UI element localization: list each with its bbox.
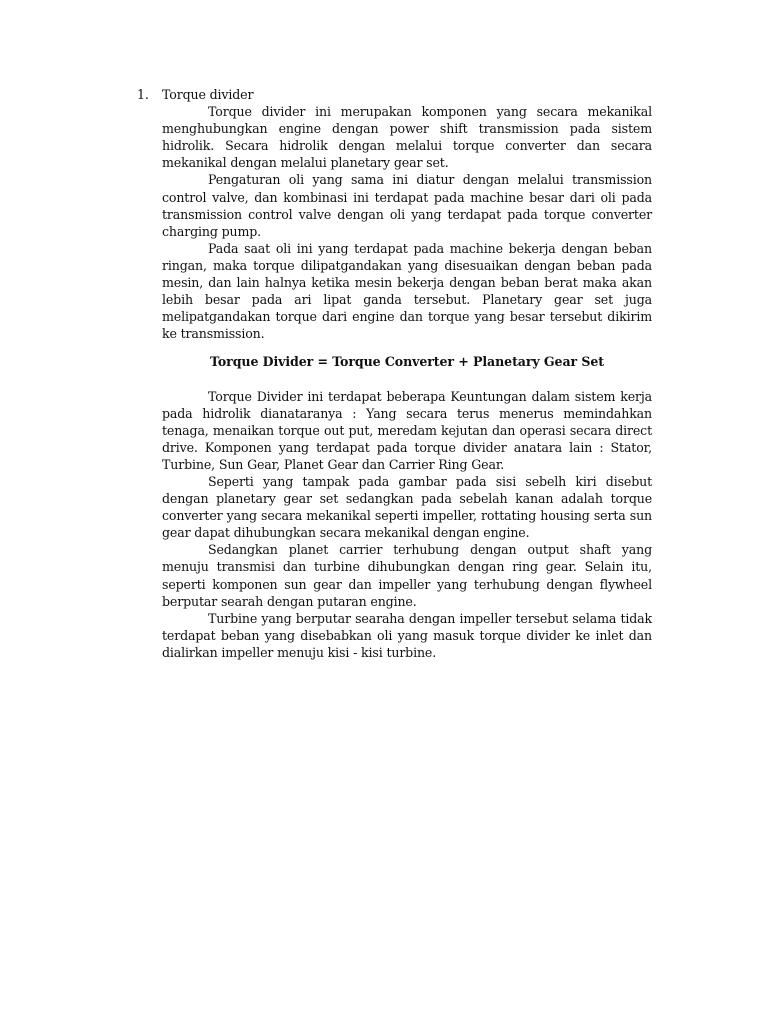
paragraph: Turbine yang berputar searaha dengan impeller tersebut selama tidak terdapat beban yang disebabkan oli yang masuk torque divider ke inlet dan dialirkan impeller menuju kisi - kisi turbine. [162, 610, 652, 660]
paragraph: Pada saat oli ini yang terdapat pada machine bekerja dengan beban ringan, maka torque dilipatgandakan yang disesuaikan dengan beban pada mesin, dan lain halnya ketika mesin bekerja dengan beban berat maka akan lebih besar pada ari lipat ganda tersebut. Planetary gear set juga melipatgandakan torque dari engine dan torque yang besar tersebut dikirim ke transmission. [162, 240, 652, 342]
document-content [137, 86, 652, 661]
paragraph: Torque Divider ini terdapat beberapa Keuntungan dalam sistem kerja pada hidrolik dianataranya : Yang secara terus menerus memindahkan tenaga, menaikan torque out put, meredam kejutan dan operasi secara direct drive. Komponen yang terdapat pada torque divider anatara lain : Stator, Turbine, Sun Gear, Planet Gear dan Carrier Ring Gear. [162, 388, 652, 472]
paragraph: Pengaturan oli yang sama ini diatur dengan melalui transmission control valve, dan kombinasi ini terdapat pada machine besar dari oli pada transmission control valve dengan oli yang terdapat pada torque converter charging pump. [162, 172, 652, 239]
paragraph: Torque divider ini merupakan komponen yang secara mekanikal menghubungkan engine dengan power shift transmission pada sistem hidrolik. Secara hidrolik dengan melalui torque converter dan secara mekanikal dengan melalui planetary gear set. [162, 104, 652, 171]
section-title: Torque divider [162, 87, 254, 102]
paragraph: Sedangkan planet carrier terhubung dengan output shaft yang menuju transmisi dan turbine dihubungkan dengan ring gear. Selain itu, seperti komponen sun gear dan impeller yang terhubung dengan flywheel berputar searah dengan putaran engine. [162, 542, 652, 609]
formula-heading: Torque Divider = Torque Converter + Planetary Gear Set [210, 354, 604, 370]
section-heading [137, 86, 652, 103]
section-number: 1. [137, 87, 149, 102]
paragraph: Seperti yang tampak pada gambar pada sisi sebelh kiri disebut dengan planetary gear set sedangkan pada sebelah kanan adalah torque converter yang secara mekanikal seperti impeller, rottating housing serta sun gear dapat dihubungkan secara mekanikal dengan engine. [162, 473, 652, 541]
section-body [162, 103, 652, 661]
